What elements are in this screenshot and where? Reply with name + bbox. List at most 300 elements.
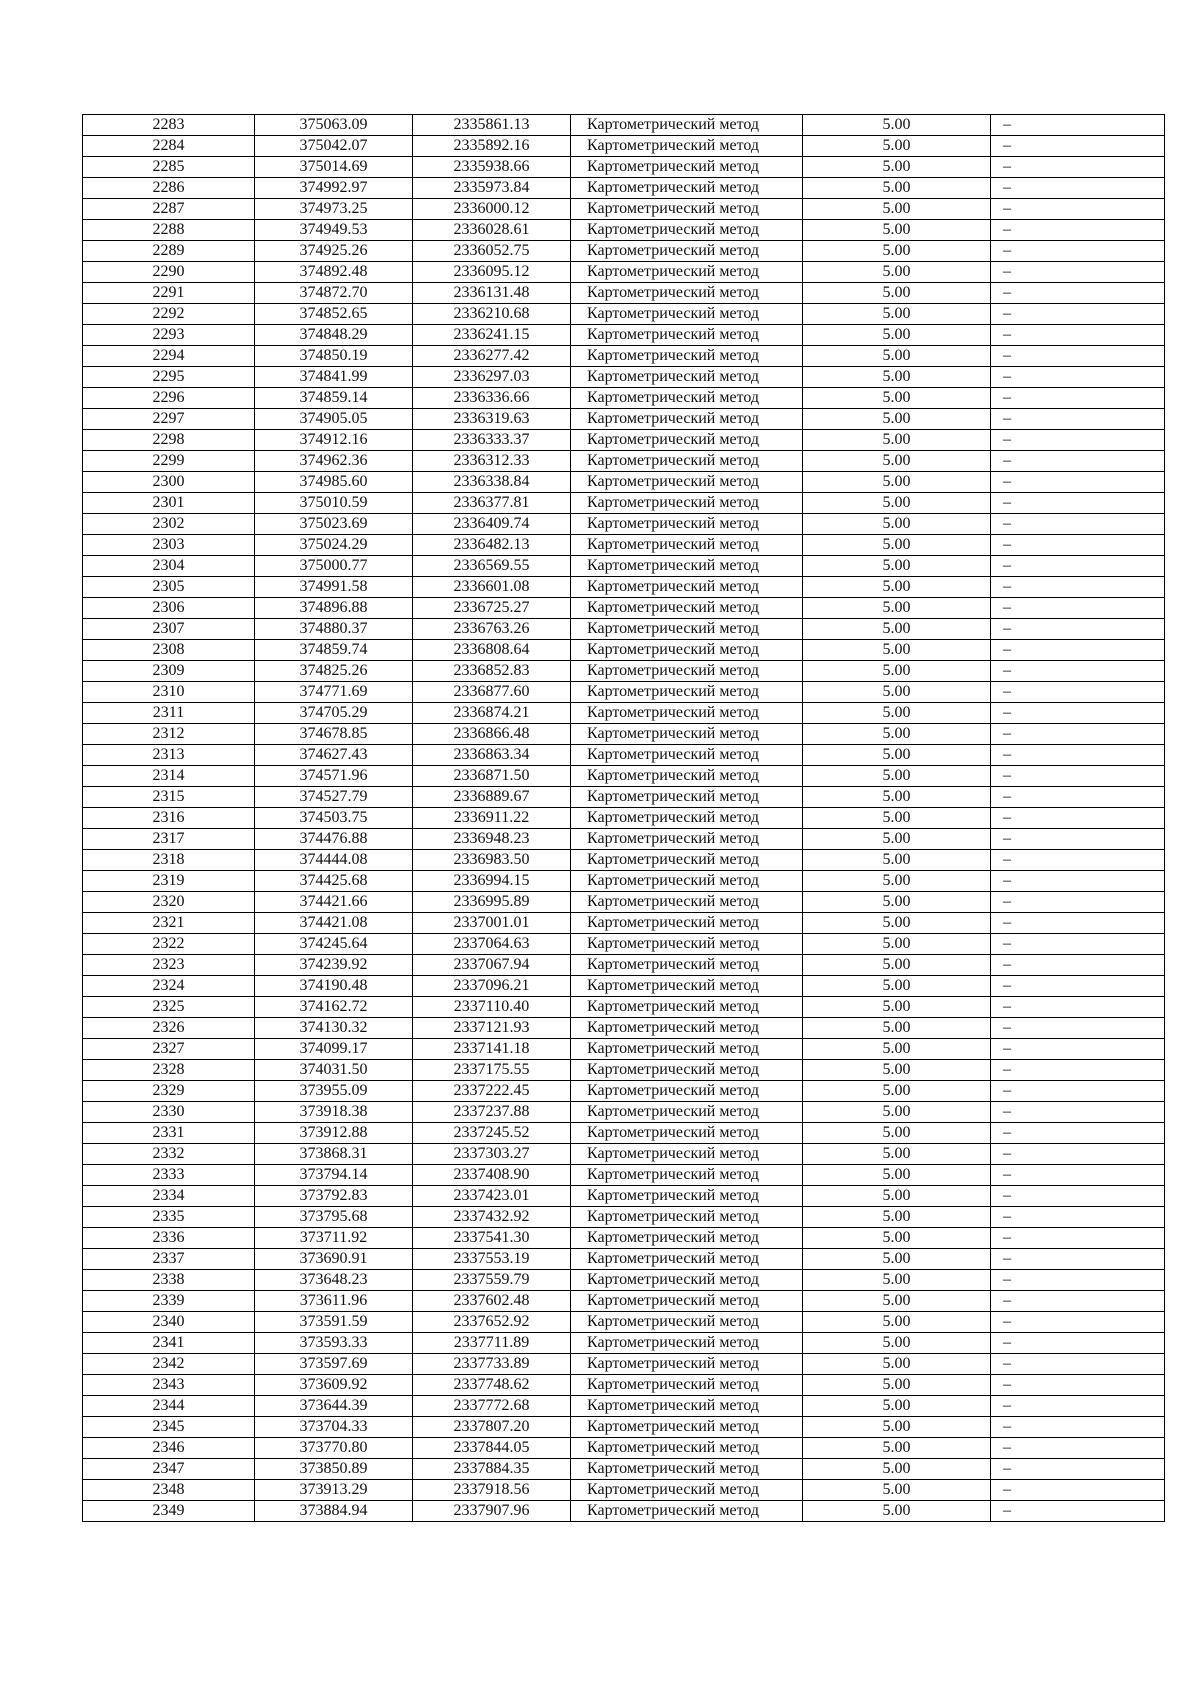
accuracy-cell: 5.00: [803, 640, 991, 661]
table-row: [83, 472, 1165, 493]
table-row: [83, 1459, 1165, 1480]
table-row: [83, 1018, 1165, 1039]
description-cell: –: [991, 850, 1165, 871]
method-cell: Картометрический метод: [571, 1396, 803, 1417]
table-row: [83, 556, 1165, 577]
accuracy-cell: 5.00: [803, 1123, 991, 1144]
method-cell: Картометрический метод: [571, 472, 803, 493]
table-row: [83, 1396, 1165, 1417]
accuracy-cell: 5.00: [803, 913, 991, 934]
description-cell: –: [991, 262, 1165, 283]
description-cell: –: [991, 997, 1165, 1018]
x-coordinate-cell: 373884.94: [255, 1501, 413, 1522]
description-cell: –: [991, 1249, 1165, 1270]
table-row: [83, 1102, 1165, 1123]
accuracy-cell: 5.00: [803, 577, 991, 598]
x-coordinate-cell: 374852.65: [255, 304, 413, 325]
point-number-cell: 2346: [83, 1438, 255, 1459]
point-number-cell: 2295: [83, 367, 255, 388]
method-cell: Картометрический метод: [571, 1018, 803, 1039]
description-cell: –: [991, 1018, 1165, 1039]
description-cell: –: [991, 955, 1165, 976]
point-number-cell: 2287: [83, 199, 255, 220]
method-cell: Картометрический метод: [571, 619, 803, 640]
method-cell: Картометрический метод: [571, 703, 803, 724]
method-cell: Картометрический метод: [571, 1081, 803, 1102]
method-cell: Картометрический метод: [571, 745, 803, 766]
method-cell: Картометрический метод: [571, 1354, 803, 1375]
description-cell: –: [991, 535, 1165, 556]
y-coordinate-cell: 2336336.66: [413, 388, 571, 409]
x-coordinate-cell: 375063.09: [255, 115, 413, 136]
table-row: [83, 346, 1165, 367]
description-cell: –: [991, 367, 1165, 388]
y-coordinate-cell: 2336000.12: [413, 199, 571, 220]
point-number-cell: 2312: [83, 724, 255, 745]
description-cell: –: [991, 556, 1165, 577]
x-coordinate-cell: 373794.14: [255, 1165, 413, 1186]
point-number-cell: 2284: [83, 136, 255, 157]
table-row: [83, 1291, 1165, 1312]
x-coordinate-cell: 373918.38: [255, 1102, 413, 1123]
y-coordinate-cell: 2336911.22: [413, 808, 571, 829]
y-coordinate-cell: 2336874.21: [413, 703, 571, 724]
method-cell: Картометрический метод: [571, 1144, 803, 1165]
accuracy-cell: 5.00: [803, 136, 991, 157]
table-row: [83, 1312, 1165, 1333]
table-row: [83, 304, 1165, 325]
point-number-cell: 2316: [83, 808, 255, 829]
accuracy-cell: 5.00: [803, 556, 991, 577]
accuracy-cell: 5.00: [803, 199, 991, 220]
method-cell: Картометрический метод: [571, 577, 803, 598]
accuracy-cell: 5.00: [803, 1438, 991, 1459]
point-number-cell: 2303: [83, 535, 255, 556]
description-cell: –: [991, 1207, 1165, 1228]
table-row: [83, 1207, 1165, 1228]
method-cell: Картометрический метод: [571, 1039, 803, 1060]
description-cell: –: [991, 325, 1165, 346]
point-number-cell: 2294: [83, 346, 255, 367]
accuracy-cell: 5.00: [803, 955, 991, 976]
table-row: [83, 136, 1165, 157]
y-coordinate-cell: 2337408.90: [413, 1165, 571, 1186]
accuracy-cell: 5.00: [803, 1459, 991, 1480]
method-cell: Картометрический метод: [571, 493, 803, 514]
y-coordinate-cell: 2337553.19: [413, 1249, 571, 1270]
table-row: [83, 493, 1165, 514]
method-cell: Картометрический метод: [571, 1123, 803, 1144]
point-number-cell: 2322: [83, 934, 255, 955]
table-row: [83, 1186, 1165, 1207]
accuracy-cell: 5.00: [803, 976, 991, 997]
description-cell: –: [991, 577, 1165, 598]
point-number-cell: 2289: [83, 241, 255, 262]
y-coordinate-cell: 2337907.96: [413, 1501, 571, 1522]
point-number-cell: 2342: [83, 1354, 255, 1375]
description-cell: –: [991, 1039, 1165, 1060]
description-cell: –: [991, 1123, 1165, 1144]
y-coordinate-cell: 2337432.92: [413, 1207, 571, 1228]
y-coordinate-cell: 2336333.37: [413, 430, 571, 451]
x-coordinate-cell: 374421.66: [255, 892, 413, 913]
accuracy-cell: 5.00: [803, 283, 991, 304]
description-cell: –: [991, 136, 1165, 157]
x-coordinate-cell: 374949.53: [255, 220, 413, 241]
x-coordinate-cell: 374503.75: [255, 808, 413, 829]
description-cell: –: [991, 619, 1165, 640]
description-cell: –: [991, 1228, 1165, 1249]
x-coordinate-cell: 375014.69: [255, 157, 413, 178]
method-cell: Картометрический метод: [571, 1459, 803, 1480]
y-coordinate-cell: 2336095.12: [413, 262, 571, 283]
table-row: [83, 1354, 1165, 1375]
accuracy-cell: 5.00: [803, 451, 991, 472]
method-cell: Картометрический метод: [571, 1417, 803, 1438]
method-cell: Картометрический метод: [571, 1438, 803, 1459]
point-number-cell: 2283: [83, 115, 255, 136]
description-cell: –: [991, 157, 1165, 178]
point-number-cell: 2304: [83, 556, 255, 577]
accuracy-cell: 5.00: [803, 178, 991, 199]
method-cell: Картометрический метод: [571, 766, 803, 787]
y-coordinate-cell: 2335892.16: [413, 136, 571, 157]
table-row: [83, 703, 1165, 724]
point-number-cell: 2298: [83, 430, 255, 451]
description-cell: –: [991, 178, 1165, 199]
description-cell: –: [991, 388, 1165, 409]
point-number-cell: 2288: [83, 220, 255, 241]
table-row: [83, 1081, 1165, 1102]
table-row: [83, 976, 1165, 997]
description-cell: –: [991, 1480, 1165, 1501]
description-cell: –: [991, 1354, 1165, 1375]
method-cell: Картометрический метод: [571, 346, 803, 367]
x-coordinate-cell: 373648.23: [255, 1270, 413, 1291]
table-row: [83, 1123, 1165, 1144]
description-cell: –: [991, 808, 1165, 829]
point-number-cell: 2332: [83, 1144, 255, 1165]
x-coordinate-cell: 373792.83: [255, 1186, 413, 1207]
method-cell: Картометрический метод: [571, 1186, 803, 1207]
method-cell: Картометрический метод: [571, 451, 803, 472]
method-cell: Картометрический метод: [571, 535, 803, 556]
point-number-cell: 2339: [83, 1291, 255, 1312]
point-number-cell: 2323: [83, 955, 255, 976]
x-coordinate-cell: 373711.92: [255, 1228, 413, 1249]
point-number-cell: 2329: [83, 1081, 255, 1102]
accuracy-cell: 5.00: [803, 1165, 991, 1186]
table-row: [83, 955, 1165, 976]
x-coordinate-cell: 375042.07: [255, 136, 413, 157]
y-coordinate-cell: 2337541.30: [413, 1228, 571, 1249]
table-row: [83, 913, 1165, 934]
x-coordinate-cell: 374678.85: [255, 724, 413, 745]
x-coordinate-cell: 375023.69: [255, 514, 413, 535]
point-number-cell: 2335: [83, 1207, 255, 1228]
x-coordinate-cell: 373597.69: [255, 1354, 413, 1375]
accuracy-cell: 5.00: [803, 892, 991, 913]
description-cell: –: [991, 430, 1165, 451]
point-number-cell: 2334: [83, 1186, 255, 1207]
x-coordinate-cell: 374239.92: [255, 955, 413, 976]
y-coordinate-cell: 2336871.50: [413, 766, 571, 787]
accuracy-cell: 5.00: [803, 1102, 991, 1123]
description-cell: –: [991, 346, 1165, 367]
x-coordinate-cell: 374896.88: [255, 598, 413, 619]
y-coordinate-cell: 2337844.05: [413, 1438, 571, 1459]
point-number-cell: 2292: [83, 304, 255, 325]
y-coordinate-cell: 2337121.93: [413, 1018, 571, 1039]
point-number-cell: 2328: [83, 1060, 255, 1081]
table-row: [83, 1417, 1165, 1438]
y-coordinate-cell: 2337918.56: [413, 1480, 571, 1501]
x-coordinate-cell: 373912.88: [255, 1123, 413, 1144]
x-coordinate-cell: 374245.64: [255, 934, 413, 955]
method-cell: Картометрический метод: [571, 934, 803, 955]
method-cell: Картометрический метод: [571, 661, 803, 682]
point-number-cell: 2305: [83, 577, 255, 598]
point-number-cell: 2307: [83, 619, 255, 640]
x-coordinate-cell: 374991.58: [255, 577, 413, 598]
y-coordinate-cell: 2337559.79: [413, 1270, 571, 1291]
accuracy-cell: 5.00: [803, 1039, 991, 1060]
method-cell: Картометрический метод: [571, 955, 803, 976]
description-cell: –: [991, 115, 1165, 136]
table-row: [83, 220, 1165, 241]
description-cell: –: [991, 1291, 1165, 1312]
accuracy-cell: 5.00: [803, 850, 991, 871]
method-cell: Картометрический метод: [571, 1207, 803, 1228]
y-coordinate-cell: 2336808.64: [413, 640, 571, 661]
accuracy-cell: 5.00: [803, 262, 991, 283]
description-cell: –: [991, 1459, 1165, 1480]
y-coordinate-cell: 2336763.26: [413, 619, 571, 640]
table-row: [83, 1501, 1165, 1522]
method-cell: Картометрический метод: [571, 640, 803, 661]
description-cell: –: [991, 1417, 1165, 1438]
y-coordinate-cell: 2337110.40: [413, 997, 571, 1018]
method-cell: Картометрический метод: [571, 409, 803, 430]
method-cell: Картометрический метод: [571, 241, 803, 262]
y-coordinate-cell: 2336312.33: [413, 451, 571, 472]
accuracy-cell: 5.00: [803, 1480, 991, 1501]
y-coordinate-cell: 2335973.84: [413, 178, 571, 199]
description-cell: –: [991, 871, 1165, 892]
point-number-cell: 2345: [83, 1417, 255, 1438]
y-coordinate-cell: 2336601.08: [413, 577, 571, 598]
x-coordinate-cell: 374905.05: [255, 409, 413, 430]
point-number-cell: 2313: [83, 745, 255, 766]
x-coordinate-cell: 374705.29: [255, 703, 413, 724]
point-number-cell: 2336: [83, 1228, 255, 1249]
point-number-cell: 2349: [83, 1501, 255, 1522]
point-number-cell: 2348: [83, 1480, 255, 1501]
x-coordinate-cell: 375010.59: [255, 493, 413, 514]
x-coordinate-cell: 374527.79: [255, 787, 413, 808]
point-number-cell: 2321: [83, 913, 255, 934]
accuracy-cell: 5.00: [803, 535, 991, 556]
accuracy-cell: 5.00: [803, 766, 991, 787]
x-coordinate-cell: 373850.89: [255, 1459, 413, 1480]
accuracy-cell: 5.00: [803, 115, 991, 136]
x-coordinate-cell: 374973.25: [255, 199, 413, 220]
table-row: [83, 787, 1165, 808]
y-coordinate-cell: 2336983.50: [413, 850, 571, 871]
method-cell: Картометрический метод: [571, 1102, 803, 1123]
y-coordinate-cell: 2336277.42: [413, 346, 571, 367]
table-row: [83, 1228, 1165, 1249]
x-coordinate-cell: 374099.17: [255, 1039, 413, 1060]
method-cell: Картометрический метод: [571, 1165, 803, 1186]
y-coordinate-cell: 2337001.01: [413, 913, 571, 934]
x-coordinate-cell: 374771.69: [255, 682, 413, 703]
accuracy-cell: 5.00: [803, 598, 991, 619]
point-number-cell: 2347: [83, 1459, 255, 1480]
x-coordinate-cell: 374872.70: [255, 283, 413, 304]
accuracy-cell: 5.00: [803, 1291, 991, 1312]
accuracy-cell: 5.00: [803, 1333, 991, 1354]
table-row: [83, 871, 1165, 892]
x-coordinate-cell: 374571.96: [255, 766, 413, 787]
point-number-cell: 2315: [83, 787, 255, 808]
description-cell: –: [991, 976, 1165, 997]
x-coordinate-cell: 373611.96: [255, 1291, 413, 1312]
x-coordinate-cell: 374859.14: [255, 388, 413, 409]
accuracy-cell: 5.00: [803, 1270, 991, 1291]
y-coordinate-cell: 2336377.81: [413, 493, 571, 514]
x-coordinate-cell: 374841.99: [255, 367, 413, 388]
method-cell: Картометрический метод: [571, 1375, 803, 1396]
accuracy-cell: 5.00: [803, 703, 991, 724]
method-cell: Картометрический метод: [571, 1270, 803, 1291]
table-row: [83, 808, 1165, 829]
accuracy-cell: 5.00: [803, 157, 991, 178]
accuracy-cell: 5.00: [803, 241, 991, 262]
accuracy-cell: 5.00: [803, 829, 991, 850]
method-cell: Картометрический метод: [571, 1501, 803, 1522]
x-coordinate-cell: 373704.33: [255, 1417, 413, 1438]
y-coordinate-cell: 2336994.15: [413, 871, 571, 892]
accuracy-cell: 5.00: [803, 472, 991, 493]
point-number-cell: 2308: [83, 640, 255, 661]
x-coordinate-cell: 374130.32: [255, 1018, 413, 1039]
table-row: [83, 619, 1165, 640]
description-cell: –: [991, 199, 1165, 220]
y-coordinate-cell: 2337067.94: [413, 955, 571, 976]
y-coordinate-cell: 2337733.89: [413, 1354, 571, 1375]
table-row: [83, 157, 1165, 178]
y-coordinate-cell: 2337222.45: [413, 1081, 571, 1102]
table-row: [83, 430, 1165, 451]
accuracy-cell: 5.00: [803, 220, 991, 241]
y-coordinate-cell: 2337096.21: [413, 976, 571, 997]
x-coordinate-cell: 373609.92: [255, 1375, 413, 1396]
table-row: [83, 535, 1165, 556]
method-cell: Картометрический метод: [571, 283, 803, 304]
point-number-cell: 2297: [83, 409, 255, 430]
description-cell: –: [991, 724, 1165, 745]
method-cell: Картометрический метод: [571, 115, 803, 136]
accuracy-cell: 5.00: [803, 409, 991, 430]
method-cell: Картометрический метод: [571, 913, 803, 934]
y-coordinate-cell: 2336319.63: [413, 409, 571, 430]
x-coordinate-cell: 374825.26: [255, 661, 413, 682]
accuracy-cell: 5.00: [803, 724, 991, 745]
table-row: [83, 1270, 1165, 1291]
point-number-cell: 2326: [83, 1018, 255, 1039]
accuracy-cell: 5.00: [803, 619, 991, 640]
method-cell: Картометрический метод: [571, 178, 803, 199]
point-number-cell: 2340: [83, 1312, 255, 1333]
description-cell: –: [991, 409, 1165, 430]
x-coordinate-cell: 374880.37: [255, 619, 413, 640]
accuracy-cell: 5.00: [803, 745, 991, 766]
method-cell: Картометрический метод: [571, 367, 803, 388]
x-coordinate-cell: 374848.29: [255, 325, 413, 346]
accuracy-cell: 5.00: [803, 1207, 991, 1228]
accuracy-cell: 5.00: [803, 1060, 991, 1081]
description-cell: –: [991, 934, 1165, 955]
y-coordinate-cell: 2337423.01: [413, 1186, 571, 1207]
coordinates-table: [82, 114, 1165, 1522]
table-row: [83, 598, 1165, 619]
x-coordinate-cell: 373795.68: [255, 1207, 413, 1228]
description-cell: –: [991, 241, 1165, 262]
table-row: [83, 1375, 1165, 1396]
accuracy-cell: 5.00: [803, 1018, 991, 1039]
point-number-cell: 2296: [83, 388, 255, 409]
table-row: [83, 1249, 1165, 1270]
y-coordinate-cell: 2335938.66: [413, 157, 571, 178]
x-coordinate-cell: 373955.09: [255, 1081, 413, 1102]
table-row: [83, 178, 1165, 199]
y-coordinate-cell: 2337884.35: [413, 1459, 571, 1480]
accuracy-cell: 5.00: [803, 304, 991, 325]
accuracy-cell: 5.00: [803, 367, 991, 388]
x-coordinate-cell: 374925.26: [255, 241, 413, 262]
accuracy-cell: 5.00: [803, 871, 991, 892]
method-cell: Картометрический метод: [571, 1228, 803, 1249]
point-number-cell: 2302: [83, 514, 255, 535]
description-cell: –: [991, 283, 1165, 304]
method-cell: Картометрический метод: [571, 892, 803, 913]
description-cell: –: [991, 1396, 1165, 1417]
x-coordinate-cell: 374962.36: [255, 451, 413, 472]
x-coordinate-cell: 375000.77: [255, 556, 413, 577]
table-row: [83, 409, 1165, 430]
y-coordinate-cell: 2336241.15: [413, 325, 571, 346]
method-cell: Картометрический метод: [571, 829, 803, 850]
point-number-cell: 2300: [83, 472, 255, 493]
table-row: [83, 1165, 1165, 1186]
table-row: [83, 388, 1165, 409]
x-coordinate-cell: 373690.91: [255, 1249, 413, 1270]
y-coordinate-cell: 2336131.48: [413, 283, 571, 304]
point-number-cell: 2331: [83, 1123, 255, 1144]
point-number-cell: 2317: [83, 829, 255, 850]
table-row: [83, 241, 1165, 262]
y-coordinate-cell: 2336052.75: [413, 241, 571, 262]
x-coordinate-cell: 374421.08: [255, 913, 413, 934]
description-cell: –: [991, 1333, 1165, 1354]
y-coordinate-cell: 2337772.68: [413, 1396, 571, 1417]
table-row: [83, 262, 1165, 283]
y-coordinate-cell: 2337602.48: [413, 1291, 571, 1312]
point-number-cell: 2318: [83, 850, 255, 871]
y-coordinate-cell: 2336863.34: [413, 745, 571, 766]
accuracy-cell: 5.00: [803, 661, 991, 682]
